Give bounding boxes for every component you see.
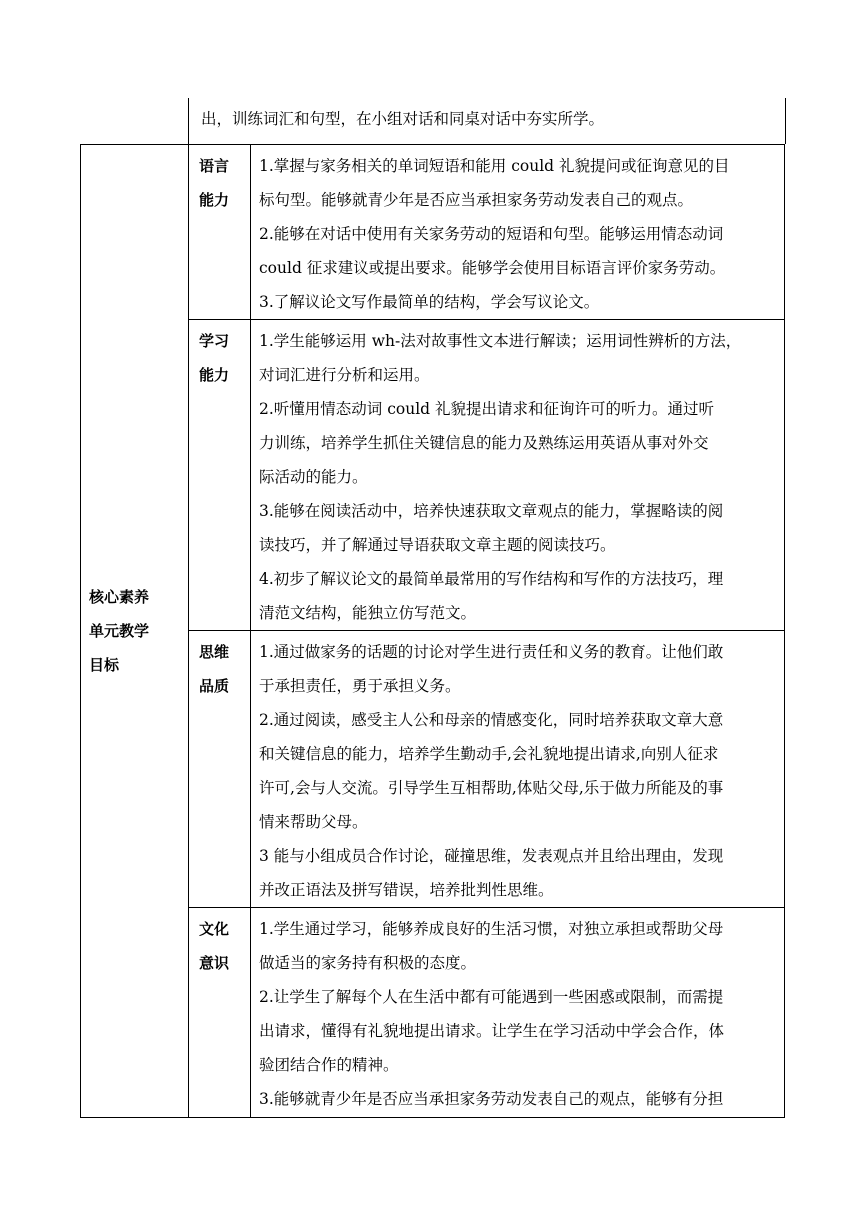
text-line: 2.通过阅读，感受主人公和母亲的情感变化，同时培养获取文章大意 xyxy=(259,711,724,729)
text-line: 读技巧，并了解通过导语获取文章主题的阅读技巧。 xyxy=(259,536,616,554)
text-line: 力训练，培养学生抓住关键信息的能力及熟练运用英语从事对外交 xyxy=(259,434,709,452)
core-label-line: 单元教学 xyxy=(89,622,150,640)
text-line: 3.能够在阅读活动中，培养快速获取文章观点的能力，掌握略读的阅 xyxy=(259,502,724,520)
text-line: 许可,会与人交流。引导学生互相帮助,体贴父母,乐于做力所能及的事 xyxy=(259,779,724,797)
paragraph xyxy=(259,324,776,392)
text-line: 3.了解议论文写作最简单的结构，学会写议论文。 xyxy=(259,293,600,311)
text-line: 2.能够在对话中使用有关家务劳动的短语和句型。能够运用情态动词 xyxy=(259,225,724,243)
content-cell xyxy=(251,145,785,320)
text-line: 3.能够就青少年是否应当承担家务劳动发表自己的观点，能够有分担 xyxy=(259,1090,724,1108)
paragraph xyxy=(259,912,776,980)
sub-label-line: 意识 xyxy=(199,954,230,972)
paragraph xyxy=(259,285,776,319)
text-line: 清范文结构，能独立仿写范文。 xyxy=(259,604,477,622)
sub-label-line: 能力 xyxy=(199,366,230,384)
sub-label-cell xyxy=(189,908,251,1118)
paragraph xyxy=(259,392,776,494)
core-label-line: 目标 xyxy=(89,656,120,674)
text-line: 情来帮助父母。 xyxy=(259,813,368,831)
text-line: 1.通过做家务的话题的讨论对学生进行责任和义务的教育。让他们敢 xyxy=(259,643,724,661)
sub-label-cell xyxy=(189,320,251,631)
sub-label-line: 品质 xyxy=(199,677,230,695)
text-line: 1.学生通过学习，能够养成良好的生活习惯，对独立承担或帮助父母 xyxy=(259,920,724,938)
paragraph xyxy=(259,217,776,285)
paragraph xyxy=(259,980,776,1082)
paragraph xyxy=(259,494,776,562)
sub-label-line: 语言 xyxy=(199,157,230,175)
text-line: 出请求，懂得有礼貌地提出请求。让学生在学习活动中学会合作，体 xyxy=(259,1022,725,1040)
text-line: 3 能与小组成员合作讨论，碰撞思维，发表观点并且给出理由，发现 xyxy=(259,847,724,865)
text-line: 2.听懂用情态动词 could 礼貌提出请求和征询许可的听力。通过听 xyxy=(259,400,715,418)
sub-label-line: 学习 xyxy=(199,332,230,350)
text-line: 并改正语法及拼写错误，培养批判性思维。 xyxy=(259,881,554,899)
paragraph xyxy=(259,635,776,703)
sub-label-line: 能力 xyxy=(199,191,230,209)
text-line: 验团结合作的精神。 xyxy=(259,1056,399,1074)
unit-goals-table xyxy=(80,144,785,1118)
table-continuation-row xyxy=(188,98,786,144)
core-label-cell xyxy=(81,145,189,1118)
text-line: 1.掌握与家务相关的单词短语和能用 could 礼貌提问或征询意见的目 xyxy=(259,157,730,175)
text-line: 际活动的能力。 xyxy=(259,468,368,486)
continuation-text: 出，训练词汇和句型，在小组对话和同桌对话中夯实所学。 xyxy=(201,110,605,128)
text-line: 1.学生能够运用 wh-法对故事性文本进行解读；运用词性辨析的方法， xyxy=(259,332,742,350)
text-line: 和关键信息的能力，培养学生勤动手,会礼貌地提出请求,向别人征求 xyxy=(259,745,719,763)
content-cell xyxy=(251,908,785,1118)
table-row-language xyxy=(81,145,785,320)
text-line: 做适当的家务持有积极的态度。 xyxy=(259,954,477,972)
paragraph xyxy=(259,1082,776,1116)
content-cell xyxy=(251,320,785,631)
text-line: 2.让学生了解每个人在生活中都有可能遇到一些困惑或限制，而需提 xyxy=(259,988,724,1006)
sub-label-line: 文化 xyxy=(199,920,230,938)
paragraph xyxy=(259,149,776,217)
text-line: 于承担责任，勇于承担义务。 xyxy=(259,677,461,695)
text-line: 标句型。能够就青少年是否应当承担家务劳动发表自己的观点。 xyxy=(259,191,694,209)
paragraph xyxy=(259,562,776,630)
sub-label-line: 思维 xyxy=(199,643,230,661)
content-cell xyxy=(251,631,785,908)
paragraph xyxy=(259,703,776,839)
text-line: could 征求建议或提出要求。能够学会使用目标语言评价家务劳动。 xyxy=(259,259,726,277)
paragraph xyxy=(259,839,776,907)
sub-label-cell xyxy=(189,145,251,320)
core-label-line: 核心素养 xyxy=(89,588,150,606)
text-line: 4.初步了解议论文的最简单最常用的写作结构和写作的方法技巧，理 xyxy=(259,570,724,588)
text-line: 对词汇进行分析和运用。 xyxy=(259,366,430,384)
sub-label-cell xyxy=(189,631,251,908)
